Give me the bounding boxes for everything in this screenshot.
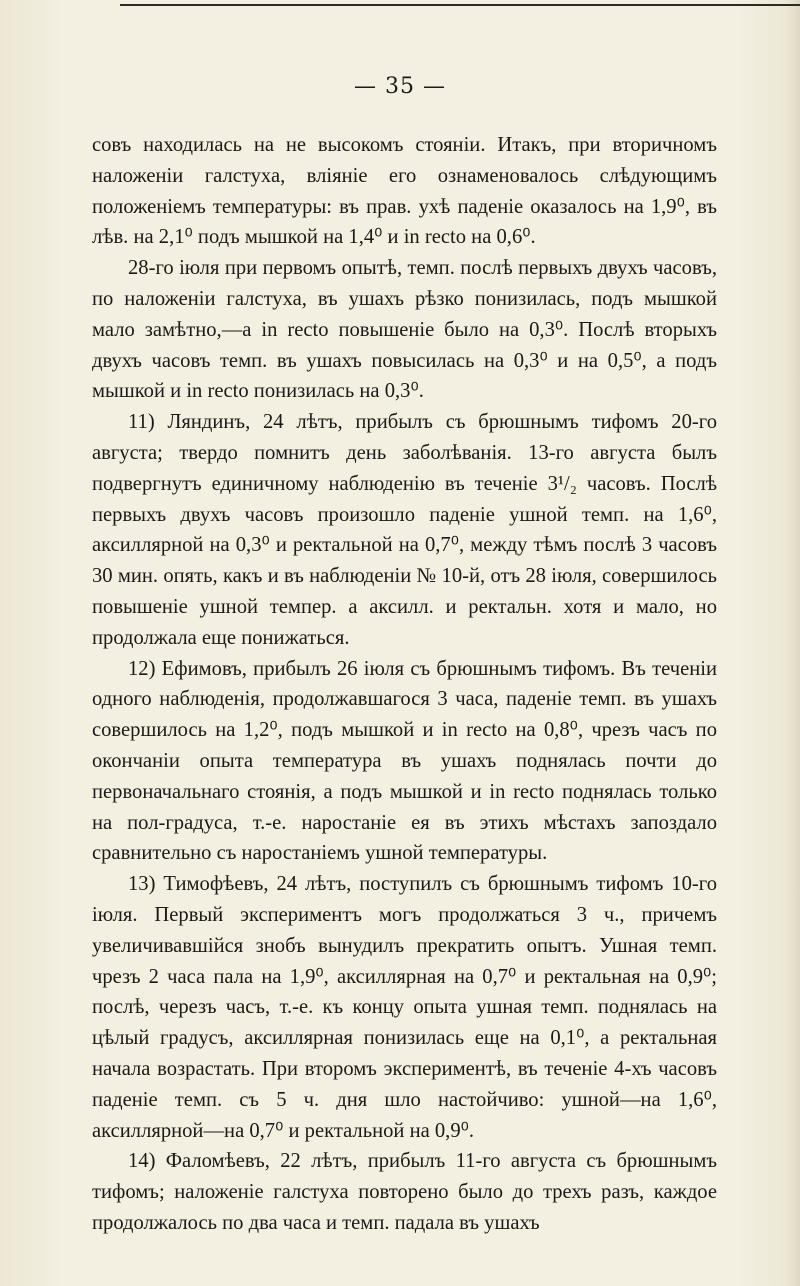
top-rule bbox=[120, 4, 800, 6]
page-number: — 35 — bbox=[354, 74, 446, 99]
paragraph-continuation: совъ находилась на не высокомъ стоянiи. Итакъ, при вторичномъ наложенiи галстуха, влiянiе его ознаменовалось слѣдующимъ положенiемъ температуры: въ прав. ухѣ паденiе оказалось на 1,9⁰, въ лѣв. на 2,1⁰ подъ мышкой на 1,4⁰ и in recto на 0,6⁰. bbox=[92, 134, 717, 249]
text-body bbox=[92, 130, 717, 1239]
paragraph-case-11: 11) Ляндинъ, 24 лѣтъ, прибылъ съ брюшнымъ тифомъ 20-го августа; твердо помнитъ день заболѣванiя. 13-го августа былъ подвергнутъ единичному наблюденiю въ теченiе 3¹/₂ часовъ. Послѣ первыхъ двухъ часовъ произошло паденiе ушной темп. на 1,6⁰, аксиллярной на 0,3⁰ и ректальной на 0,7⁰, между тѣмъ послѣ 3 часовъ 30 мин. опять, какъ и въ наблюденiи № 10-й, отъ 28 iюля, совершилось повышенiе ушной темпер. а аксилл. и ректальн. хотя и мало, но продолжала еще понижаться. bbox=[92, 411, 717, 649]
paragraph-case-14: 14) Фаломѣевъ, 22 лѣтъ, прибылъ 11-го августа съ брюшнымъ тифомъ; наложенiе галстуха повторено было до трехъ разъ, каждое продолжалось по два часа и темп. падала въ ушахъ bbox=[92, 1150, 717, 1234]
page-edge-shadow bbox=[786, 0, 800, 1286]
paragraph-case-13: 13) Тимофѣевъ, 24 лѣтъ, поступилъ съ брюшнымъ тифомъ 10-го iюля. Первый экспериментъ могъ продолжаться 3 ч., причемъ увеличивавшiйся знобъ вынудилъ прекратить опытъ. Ушная темп. чрезъ 2 часа пала на 1,9⁰, аксиллярная на 0,7⁰ и ректальная на 0,9⁰; послѣ, черезъ часъ, т.-е. къ концу опыта ушная темп. поднялась на цѣлый градусъ, аксиллярная понизилась еще на 0,1⁰, а ректальная начала возрастать. При второмъ экспериментѣ, въ теченiе 4-хъ часовъ паденiе темп. съ 5 ч. дня шло настойчиво: ушной—на 1,6⁰, аксиллярной—на 0,7⁰ и ректальной на 0,9⁰. bbox=[92, 873, 717, 1142]
paragraph-july-28: 28-го iюля при первомъ опытѣ, темп. послѣ первыхъ двухъ часовъ, по наложенiи галстуха, въ ушахъ рѣзко понизилась, подъ мышкой мало замѣтно,—а in recto повышенiе было на 0,3⁰. Послѣ вторыхъ двухъ часовъ темп. въ ушахъ повысилась на 0,3⁰ и на 0,5⁰, а подъ мышкой и in recto понизилась на 0,3⁰. bbox=[92, 257, 717, 403]
paragraph-case-12: 12) Ефимовъ, прибылъ 26 iюля съ брюшнымъ тифомъ. Въ теченiи одного наблюденiя, продолжавшагося 3 часа, паденiе темп. въ ушахъ совершилось на 1,2⁰, подъ мышкой и in recto на 0,8⁰, чрезъ часъ по окончанiи опыта температура въ ушахъ поднялась почти до первоначальнаго стоянiя, а подъ мышкой и in recto поднялась только на пол-градуса, т.-е. наростанiе ея въ этихъ мѣстахъ запоздало сравнительно съ наростанiемъ ушной температуры. bbox=[92, 657, 717, 865]
